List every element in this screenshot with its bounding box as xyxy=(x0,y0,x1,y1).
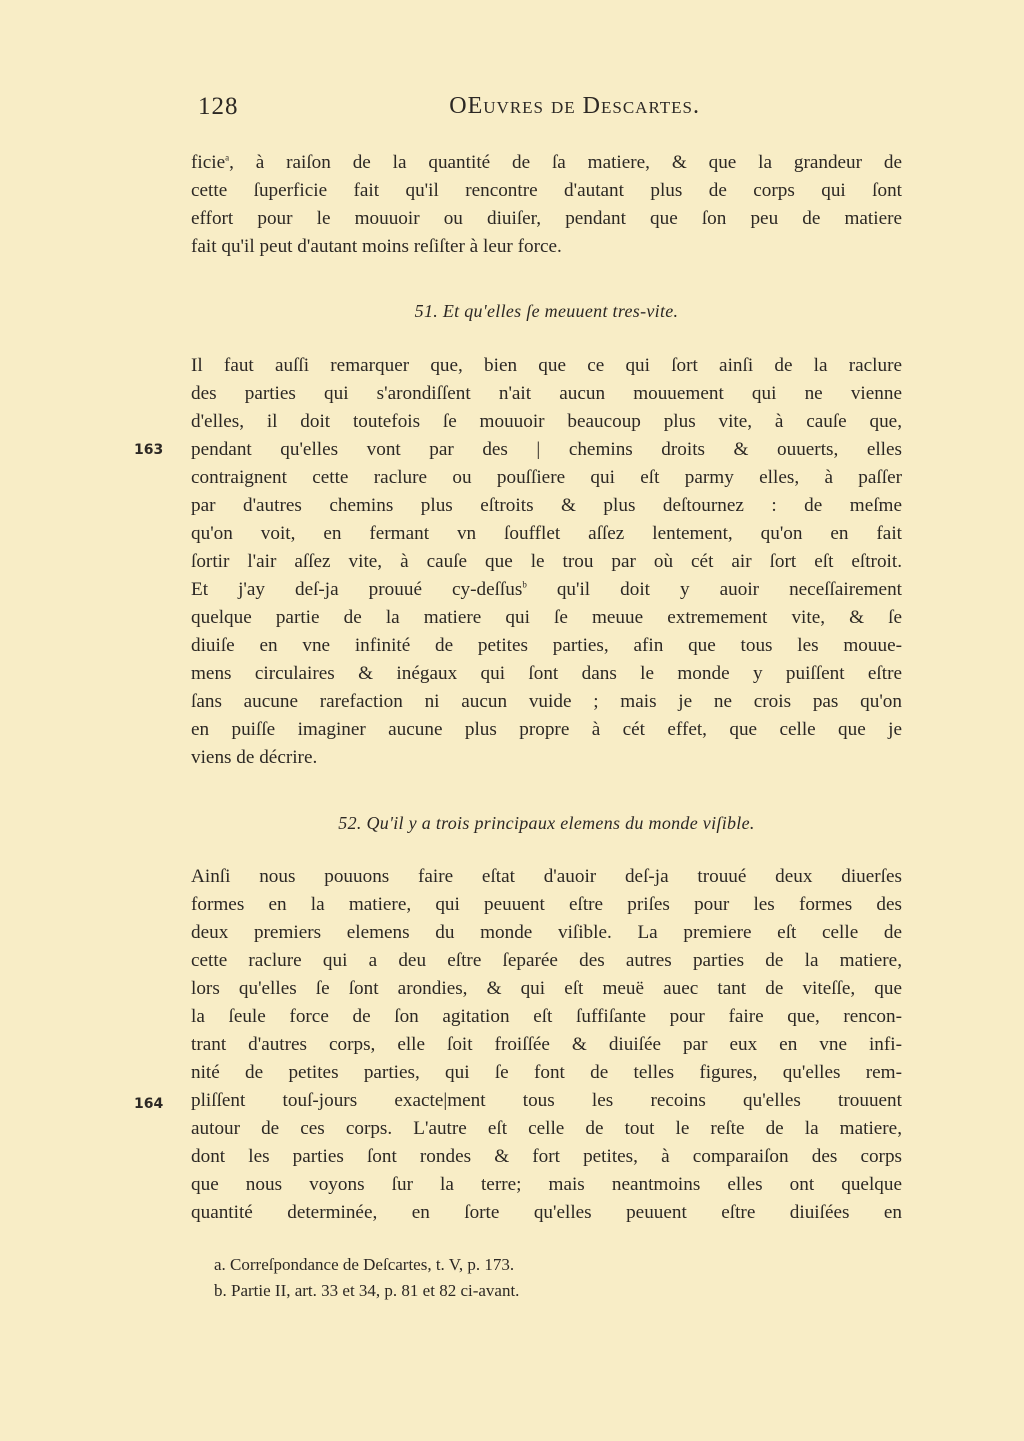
section-heading-51: 51. Et qu'elles ſe meuuent tres-vite. xyxy=(414,301,679,321)
text-line: lors qu'elles ſe ſont arondies, & qui eſt meuë auec tant de viteſſe, que xyxy=(191,978,902,999)
footnotes xyxy=(214,1252,519,1304)
margin-page-number: 163 xyxy=(134,442,164,458)
text-line: qu'on voit, en fermant vn ſoufflet aſſez lentement, qu'on en fait xyxy=(191,523,902,544)
text-line: mens circulaires & inégaux qui ſont dans le monde y puiſſent eſtre xyxy=(191,663,902,684)
paragraph-1 xyxy=(191,149,902,261)
text-line: trant d'autres corps, elle ſoit froiſſée & diuiſée par eux en vne infi- xyxy=(191,1034,902,1055)
text-line: quelque partie de la matiere qui ſe meuue extremement vite, & ſe xyxy=(191,607,902,628)
text-line: pliſſent touſ-jours exacte|ment tous les recoins qu'elles trouuent xyxy=(191,1090,902,1111)
page-number: 128 xyxy=(198,93,239,120)
section-heading-52: 52. Qu'il y a trois principaux elemens du monde viſible. xyxy=(338,813,755,833)
page-header xyxy=(198,93,700,133)
footnote-b: b. Partie II, art. 33 et 34, p. 81 et 82 ci-avant. xyxy=(214,1281,520,1300)
text-line: autour de ces corps. L'autre eſt celle de tout le reſte de la matiere, xyxy=(191,1118,902,1139)
running-title: OEuvres de Descartes. xyxy=(449,93,700,119)
text-line: ſans aucune rarefaction ni aucun vuide ; mais je ne crois pas qu'on xyxy=(191,691,902,712)
text-line: que nous voyons ſur la terre; mais neantmoins elles ont quelque xyxy=(191,1174,902,1195)
text-line: par d'autres chemins plus eſtroits & plus deſtournez : de meſme xyxy=(191,495,902,516)
text-line: nité de petites parties, qui ſe font de telles figures, qu'elles rem- xyxy=(191,1062,902,1083)
text-line: contraignent cette raclure ou pouſſiere qui eſt parmy elles, à paſſer xyxy=(191,467,902,488)
text-line: dont les parties ſont rondes & fort petites, à comparaiſon des corps xyxy=(191,1146,902,1167)
text-line: d'elles, il doit toutefois ſe mouuoir beaucoup plus vite, à cauſe que, xyxy=(191,411,902,432)
text-line: diuiſe en vne infinité de petites parties, afin que tous les mouue- xyxy=(191,635,902,656)
text-line: effort pour le mouuoir ou diuiſer, pendant que ſon peu de matiere xyxy=(191,208,902,229)
footnote-ref-b: b xyxy=(522,579,527,590)
text-line: Ainſi nous pouuons faire eſtat d'auoir deſ-ja trouué deux diuerſes xyxy=(191,866,902,887)
paragraph-2 xyxy=(191,352,902,772)
text-line: en puiſſe imaginer aucune plus propre à cét effet, que celle que je xyxy=(191,719,902,740)
text-line: Il faut auſſi remarquer que, bien que ce qui ſort ainſi de la raclure xyxy=(191,355,902,376)
text-line: viens de décrire. xyxy=(191,747,318,768)
text-line: des parties qui s'arondiſſent n'ait aucun mouuement qui ne vienne xyxy=(191,383,902,404)
footnote-ref-a: a xyxy=(225,152,230,163)
footnote-a: a. Correſpondance de Deſcartes, t. V, p. 173. xyxy=(214,1255,515,1274)
text-line: cette ſuperficie fait qu'il rencontre d'autant plus de corps qui ſont xyxy=(191,180,902,201)
text-line: pendant qu'elles vont par des | chemins droits & ouuerts, elles xyxy=(191,439,902,460)
text-line: cette raclure qui a deu eſtre ſeparée des autres parties de la matiere, xyxy=(191,950,902,971)
text-line: ſortir l'air aſſez vite, à cauſe que le trou par où cét air ſort eſt eſtroit. xyxy=(191,551,902,572)
text-line: formes en la matiere, qui peuuent eſtre priſes pour les formes des xyxy=(191,894,902,915)
text-line: fait qu'il peut d'autant moins reſiſter à leur force. xyxy=(191,236,562,257)
text-line: quantité determinée, en ſorte qu'elles peuuent eſtre diuiſées en xyxy=(191,1202,902,1223)
text-line: deux premiers elemens du monde viſible. La premiere eſt celle de xyxy=(191,922,902,943)
margin-page-number: 164 xyxy=(134,1096,164,1112)
text-line: la ſeule force de ſon agitation eſt ſuffiſante pour faire que, rencon- xyxy=(191,1006,902,1027)
text-line: ficie$^a$, à raiſon de la quantité de ſa matiere, & que la grandeur de xyxy=(191,152,902,173)
text-line: Et j'ay deſ-ja prouué cy-deſſus$^b$ qu'il doit y auoir neceſſairement xyxy=(191,579,902,600)
paragraph-3 xyxy=(191,863,902,1227)
